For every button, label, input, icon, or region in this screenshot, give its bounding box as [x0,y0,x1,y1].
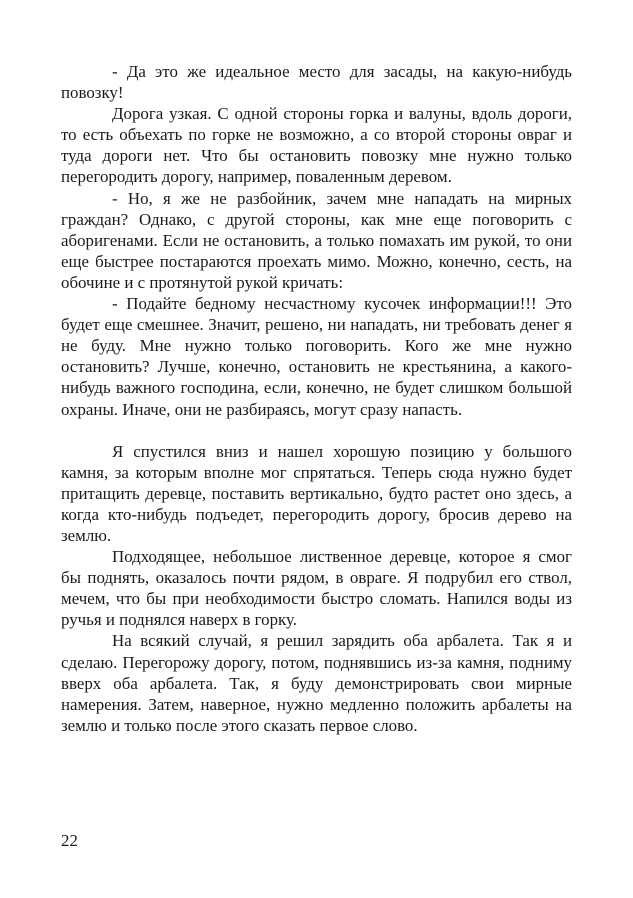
paragraph: Дорога узкая. С одной стороны горка и валуны, вдоль дороги, то есть объехать по горке не возможно, а со второй стороны овраг и туда дороги нет. Что бы остановить повозку мне нужно только перегородить дорогу, например, поваленным деревом. [61,104,572,187]
page-number: 22 [61,831,78,850]
paragraph: - Да это же идеальное место для засады, на какую-нибудь повозку! [61,62,572,103]
paragraph: - Но, я же не разбойник, зачем мне нападать на мирных граждан? Однако, с другой стороны, как мне еще поговорить с аборигенами. Если не остановить, а только помахать им рукой, то они еще быстрее постараются проехать мимо. Можно, конечно, сесть, на обочине и с протянутой рукой кричать: [61,188,572,292]
paragraph: - Подайте бедному несчастному кусочек информации!!! Это будет еще смешнее. Значит, решено, ни нападать, ни требовать денег я не буду. Мне нужно только поговорить. Кого же мне нужно остановить? Лучше, конечно, остановить не крестьянина, а какого-нибудь важного господина, если, конечно, не будет слишком большой охраны. Иначе, они не разбираясь, могут сразу напасть. [61,294,572,419]
paragraph: Я спустился вниз и нашел хорошую позицию у большого камня, за которым вполне мог спрятаться. Теперь сюда нужно будет притащить деревце, поставить вертикально, будто растет оно здесь, а когда кто-нибудь подъедет, перегородить дорогу, бросив дерево на землю. [61,441,572,545]
paragraph: На всякий случай, я решил зарядить оба арбалета. Так я и сделаю. Перегорожу дорогу, потом, поднявшись из-за камня, подниму вверх оба арбалета. Так, я буду демонстрировать свои мирные намерения. Затем, наверное, нужно медленно положить арбалеты на землю и только после этого сказать первое слово. [61,631,572,735]
page-body-text [61,61,572,736]
paragraph: Подходящее, небольшое лиственное деревце, которое я смог бы поднять, оказалось почти рядом, в овраге. Я подрубил его ствол, мечем, что бы при необходимости быстро сломать. Напился воды из ручья и поднялся наверх в горку. [61,547,572,630]
